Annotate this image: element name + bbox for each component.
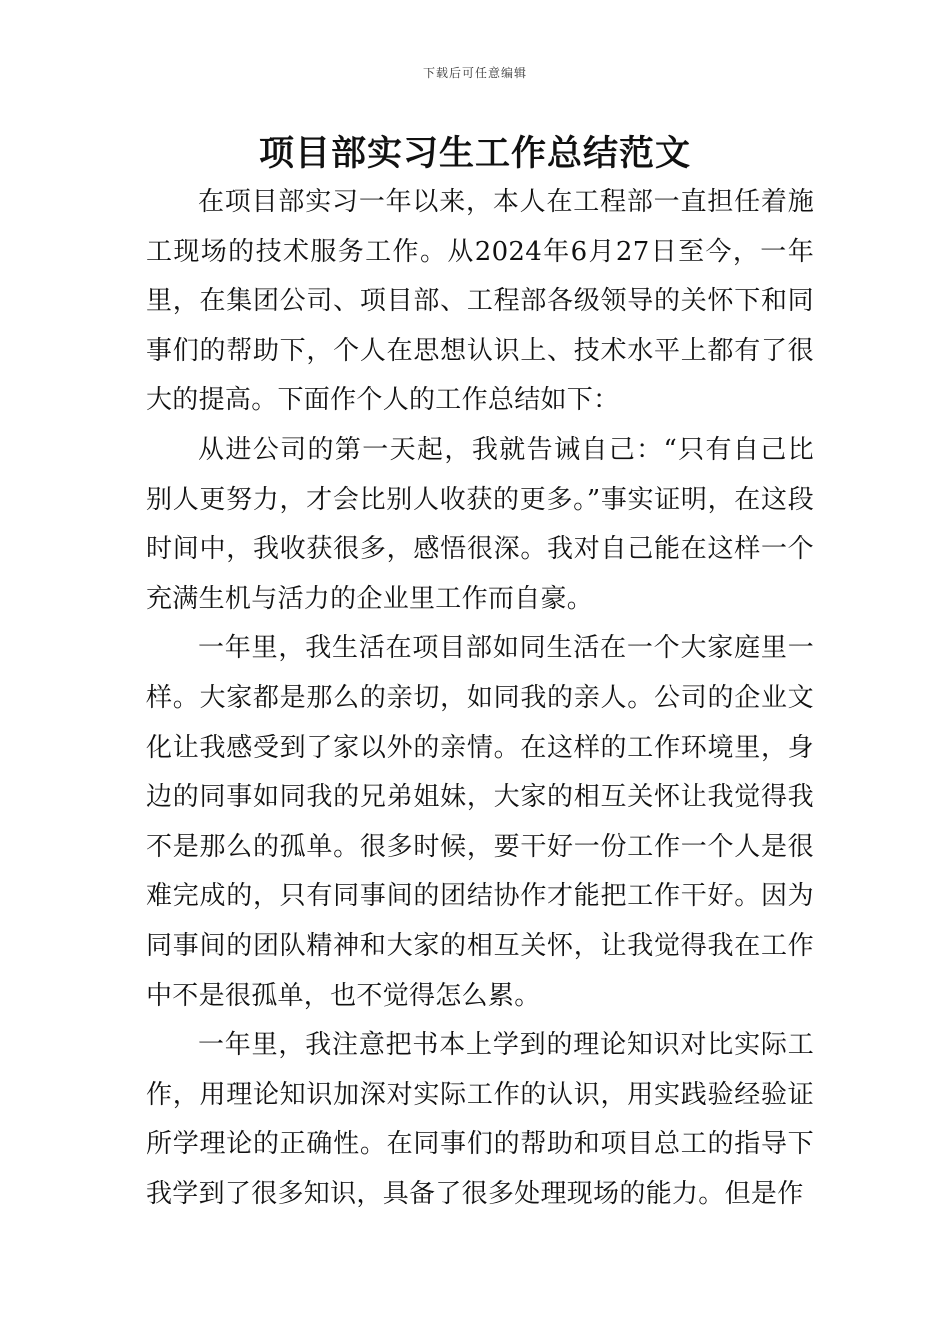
header-note: 下载后可任意编辑 <box>422 66 527 80</box>
paragraph-2: 从进公司的第一天起，我就告诫自己：“只有自己比别人更努力，才会比别人收获的更多。”事实证明，在这段时间中，我收获很多，感悟很深。我对自己能在这样一个充满生机与活力的企业里工作而自豪。 <box>146 434 814 614</box>
paragraph-1: 在项目部实习一年以来，本人在工程部一直担任着施工现场的技术服务工作。从2024年6月27日至今，一年里，在集团公司、项目部、工程部各级领导的关怀下和同事们的帮助下，个人在思想认识上、技术水平上都有了很大的提高。下面作个人的工作总结如下： <box>146 187 814 416</box>
document-title: 项目部实习生工作总结范文 <box>258 134 691 174</box>
paragraph-4: 一年里，我注意把书本上学到的理论知识对比实际工作，用理论知识加深对实际工作的认识，用实践验经验证所学理论的正确性。在同事们的帮助和项目总工的指导下我学到了很多知识，具备了很多处理现场的能力。但是作 <box>146 1030 814 1209</box>
document-body <box>146 178 814 1219</box>
paragraph-3: 一年里，我生活在项目部如同生活在一个大家庭里一样。大家都是那么的亲切，如同我的亲人。公司的企业文化让我感受到了家以外的亲情。在这样的工作环境里，身边的同事如同我的兄弟姐妹，大家的相互关怀让我觉得我不是那么的孤单。很多时候，要干好一份工作一个人是很难完成的，只有同事间的团结协作才能把工作干好。因为同事间的团队精神和大家的相互关怀，让我觉得我在工作中不是很孤单，也不觉得怎么累。 <box>146 633 814 1011</box>
